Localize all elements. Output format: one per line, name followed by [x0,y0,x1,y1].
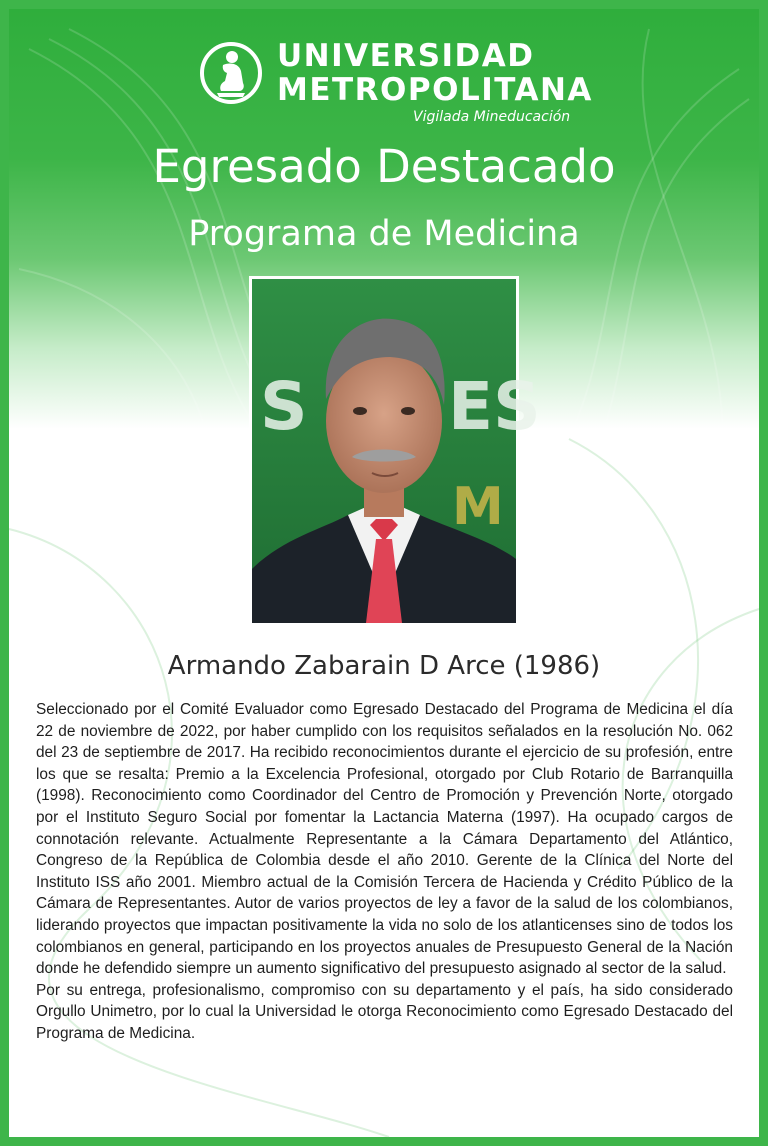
logo-tagline: Vigilada Mineducación [413,109,571,125]
page-subtitle: Programa de Medicina [188,214,580,254]
logo-metropolitana-word: METROPOLITANA [277,72,593,108]
biography-paragraph-1: Seleccionado por el Comité Evaluador como Egresado Destacado del Programa de Medicina el día 22 de noviembre de 2022, por haber cumplido con los requisitos señalados en la resolución No. 062 del 23 de septiembre de 2017. Ha recibido reconocimientos durante el ejercicio de su profesión, entre los que se resalta: Premio a la Excelencia Profesional, otorgado por Club Rotario de Barranquilla (1998). Reconocimiento como Coordinador del Centro de Promoción y Prevención Norte, otorgado por el Instituto Seguro Social por fomentar la Lactancia Materna (1997). Ha ocupado cargos de connotación relevante. Actualmente Representante a la Cámara Departamento del Atlántico, Congreso de la República de Colombia desde el año 2010. Gerente de la Clínica del Norte del Instituto ISS año 2001. Miembro actual de la Comisión Tercera de Hacienda y Crédito Público de la Cámara de Representantes. Autor de varios proyectos de ley a favor de la salud de los colombianos, liderando proyectos que impactan positivamente la vida no solo de los atlanticenses sino de todos los colombianos en general, participando en los proyectos anuales de Presupuesto General de la Nación donde he defendido siempre un aumento significativo del presupuesto asignado al sector de la salud. [36,701,733,978]
logo-university-word: UNIVERSIDAD [277,38,535,74]
university-logo [199,38,593,129]
portrait-photo [249,276,541,626]
biography-paragraph-2: Por su entrega, profesionalismo, compromiso con su departamento y el país, ha sido considerado Orgullo Unimetro, por lo cual la Universidad le otorga Reconocimiento como Egresado Destacado del Programa de Medicina. [36,981,733,1042]
graduate-name: Armando Zabarain D Arce (1986) [167,651,601,681]
page-title: Egresado Destacado [152,140,616,193]
biography-text [36,699,733,1045]
photo-bg-letters-3: M [452,477,504,537]
photo-bg-letters-1: S [260,368,308,445]
thinker-seal-icon [199,41,263,105]
photo-bg-letters-2: ES [448,368,541,445]
portrait-illustration [252,279,541,623]
